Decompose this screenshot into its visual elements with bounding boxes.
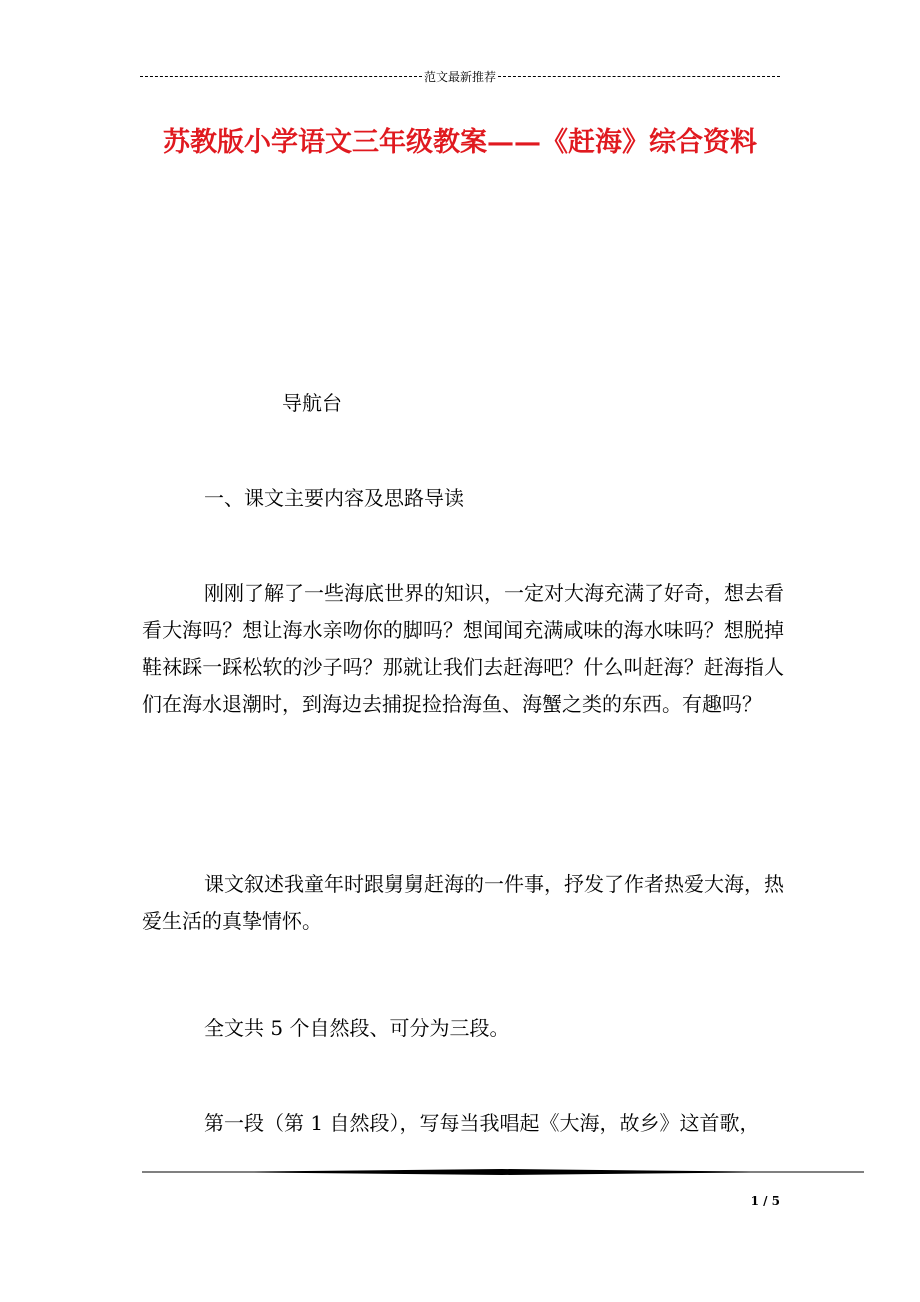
- paragraph-1: 刚刚了解了一些海底世界的知识，一定对大海充满了好奇，想去看看大海吗？想让海水亲吻你的脚吗？想闻闻充满咸味的海水味吗？想脱掉鞋袜踩一踩松软的沙子吗？那就让我们去赶海吧？什么叫赶海？赶海指人们在海水退潮时，到海边去捕捉捡拾海鱼、海蟹之类的东西。有趣吗？: [142, 581, 784, 716]
- header-dash-right: [498, 76, 780, 77]
- document-title: 苏教版小学语文三年级教案——《赶海》综合资料: [163, 127, 757, 158]
- paragraph-4: 第一段（第 1 自然段），写每当我唱起《大海，故乡》这首歌，: [204, 1111, 760, 1135]
- section-heading: 一、课文主要内容及思路导读: [204, 486, 464, 510]
- header-text: 范文最新推荐: [424, 69, 497, 84]
- paragraph-3: 全文共 5 个自然段、可分为三段。: [204, 1016, 510, 1040]
- nav-label: 导航台: [282, 391, 342, 415]
- header-banner: [140, 68, 780, 84]
- header-dash-left: [140, 76, 422, 77]
- page-number: 1 / 5: [750, 1194, 780, 1208]
- paragraph-2: 课文叙述我童年时跟舅舅赶海的一件事，抒发了作者热爱大海，热爱生活的真挚情怀。: [142, 872, 784, 933]
- footer-rule: [142, 1166, 864, 1178]
